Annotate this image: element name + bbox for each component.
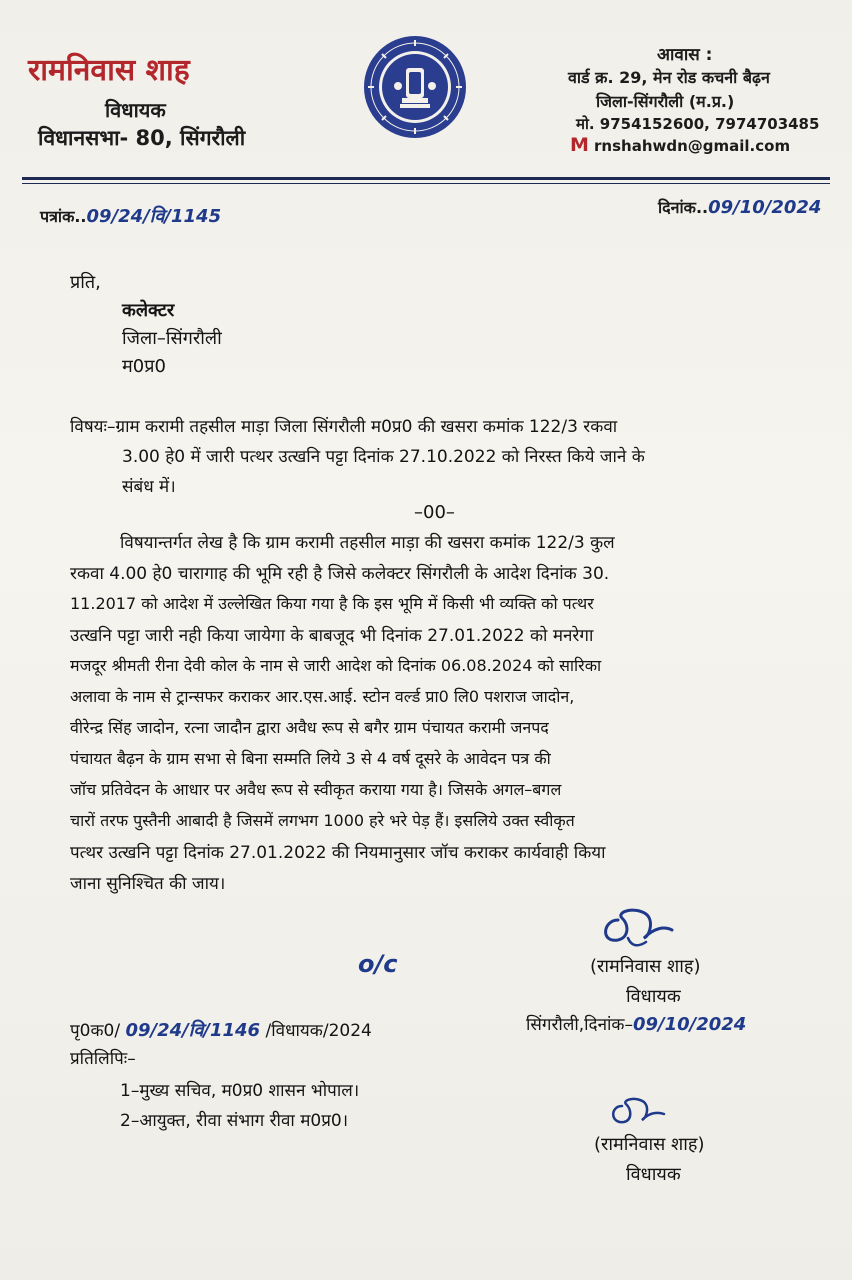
copy-item-2: 2–आयुक्त, रीवा संभाग रीवा म0प्र0।: [120, 1111, 349, 1131]
place-date-label: सिंगरौली,दिनांक–: [526, 1015, 633, 1035]
copy-item-1: 1–मुख्य सचिव, म0प्र0 शासन भोपाल।: [120, 1081, 360, 1101]
patrank-label: पत्रांक..: [40, 207, 87, 226]
place-date-row: [526, 1012, 746, 1035]
header-rule-thin: [22, 183, 830, 184]
body-line: 11.2017 को आदेश में उल्लेखित किया गया है कि इस भूमि में किसी भी व्यक्ति को पत्थर: [70, 594, 594, 613]
body-line: पत्थर उत्खनि पट्टा दिनांक 27.01.2022 की नियमानुसार जॉच कराकर कार्यवाही किया: [70, 843, 606, 863]
prati: प्रति,: [70, 272, 101, 293]
subject-line-1: विषयः–ग्राम करामी तहसील माड़ा जिला सिंगरौली म0प्र0 की खसरा कमांक 122/3 रकवा: [70, 417, 618, 437]
subject-line-3: संबंध में।: [122, 477, 176, 497]
recipient-line-2: जिला–सिंगरौली: [122, 328, 222, 349]
body-line: वीरेन्द्र सिंह जादोन, रत्ना जादौन द्वारा अवैध रूप से बगैर ग्राम पंचायत करामी जनपद: [70, 718, 549, 737]
assembly-constituency: विधानसभा- 80, सिंगरौली: [38, 126, 246, 150]
patrank-row: [40, 204, 221, 228]
address-line-2: जिला-सिंगरौली (म.प्र.): [596, 92, 735, 111]
signatory-designation: विधायक: [626, 986, 681, 1007]
body-line: चारों तरफ पुस्तैनी आबादी है जिसमें लगभग 1000 हरे भरे पेड़ हैं। इसलिये उक्त स्वीकृत: [70, 811, 575, 830]
government-seal-icon: [362, 34, 468, 140]
body-line: मजदूर श्रीमती रीना देवी कोल के नाम से जारी आदेश को दिनांक 06.08.2024 को सारिका: [70, 656, 602, 675]
recipient-line-1: कलेक्टर: [122, 300, 175, 321]
mla-name: रामनिवास शाह: [28, 53, 190, 88]
copy-signatory-designation: विधायक: [626, 1164, 681, 1185]
signature-mark-2: [600, 1090, 670, 1132]
copy-ref-label: पृ0क0/: [70, 1021, 121, 1041]
subject-line-2: 3.00 हे0 में जारी पत्थर उत्खनि पट्टा दिनांक 27.10.2022 को निरस्त किये जाने के: [122, 447, 645, 467]
email-row: [570, 134, 790, 156]
pratilipi-heading: प्रतिलिपिः–: [70, 1049, 136, 1069]
signature-mark-1: [588, 898, 678, 956]
signature-date: 09/10/2024: [632, 1014, 747, 1035]
body-line: उत्खनि पट्टा जारी नही किया जायेगा के बाबजूद भी दिनांक 27.01.2022 को मनरेगा: [70, 626, 594, 646]
initial-mark: o/c: [358, 950, 398, 978]
body-line: पंचायत बैढ़न के ग्राम सभा से बिना सम्मति लिये 3 से 4 वर्ष दूसरे के आवेदन पत्र की: [70, 749, 551, 768]
body-line: विषयान्तर्गत लेख है कि ग्राम करामी तहसील माड़ा की खसरा कमांक 122/3 कुल: [120, 533, 615, 553]
address-line-1: वार्ड क्र. 29, मेन रोड कचनी बैढ़न: [568, 68, 770, 87]
letter-date: 09/10/2024: [708, 197, 822, 218]
copy-ref-suffix: /विधायक/2024: [265, 1021, 372, 1041]
body-line: जाना सुनिश्चित की जाय।: [70, 874, 226, 894]
separator: –00–: [414, 502, 455, 523]
mail-icon: M: [570, 134, 589, 156]
mobile-numbers: मो. 9754152600, 7974703485: [576, 115, 820, 133]
mla-designation: विधायक: [105, 98, 166, 122]
copy-ref-number: 09/24/वि/1146: [125, 1020, 261, 1041]
body-line: अलावा के नाम से ट्रान्सफर कराकर आर.एस.आई. स्टोन वर्ल्ड प्रा0 लि0 पशराज जादोन,: [70, 687, 575, 706]
date-label: दिनांक..: [658, 198, 709, 217]
body-line: जॉच प्रतिवेदन के आधार पर अवैध रूप से स्वीकृत कराया गया है। जिसके अगल–बगल: [70, 780, 562, 799]
signatory-name: (रामनिवास शाह): [590, 956, 701, 977]
recipient-line-3: म0प्र0: [122, 356, 166, 377]
address-label: आवास :: [657, 45, 713, 65]
body-line: रकवा 4.00 हे0 चारागाह की भूमि रही है जिसे कलेक्टर सिंगरौली के आदेश दिनांक 30.: [70, 564, 610, 584]
patrank-number: 09/24/वि/1145: [86, 206, 222, 227]
header-rule-thick: [22, 177, 830, 180]
date-row: [658, 196, 821, 218]
copy-ref-row: [70, 1018, 372, 1042]
copy-signatory-name: (रामनिवास शाह): [594, 1134, 705, 1155]
email-address: rnshahwdn@gmail.com: [594, 137, 791, 155]
